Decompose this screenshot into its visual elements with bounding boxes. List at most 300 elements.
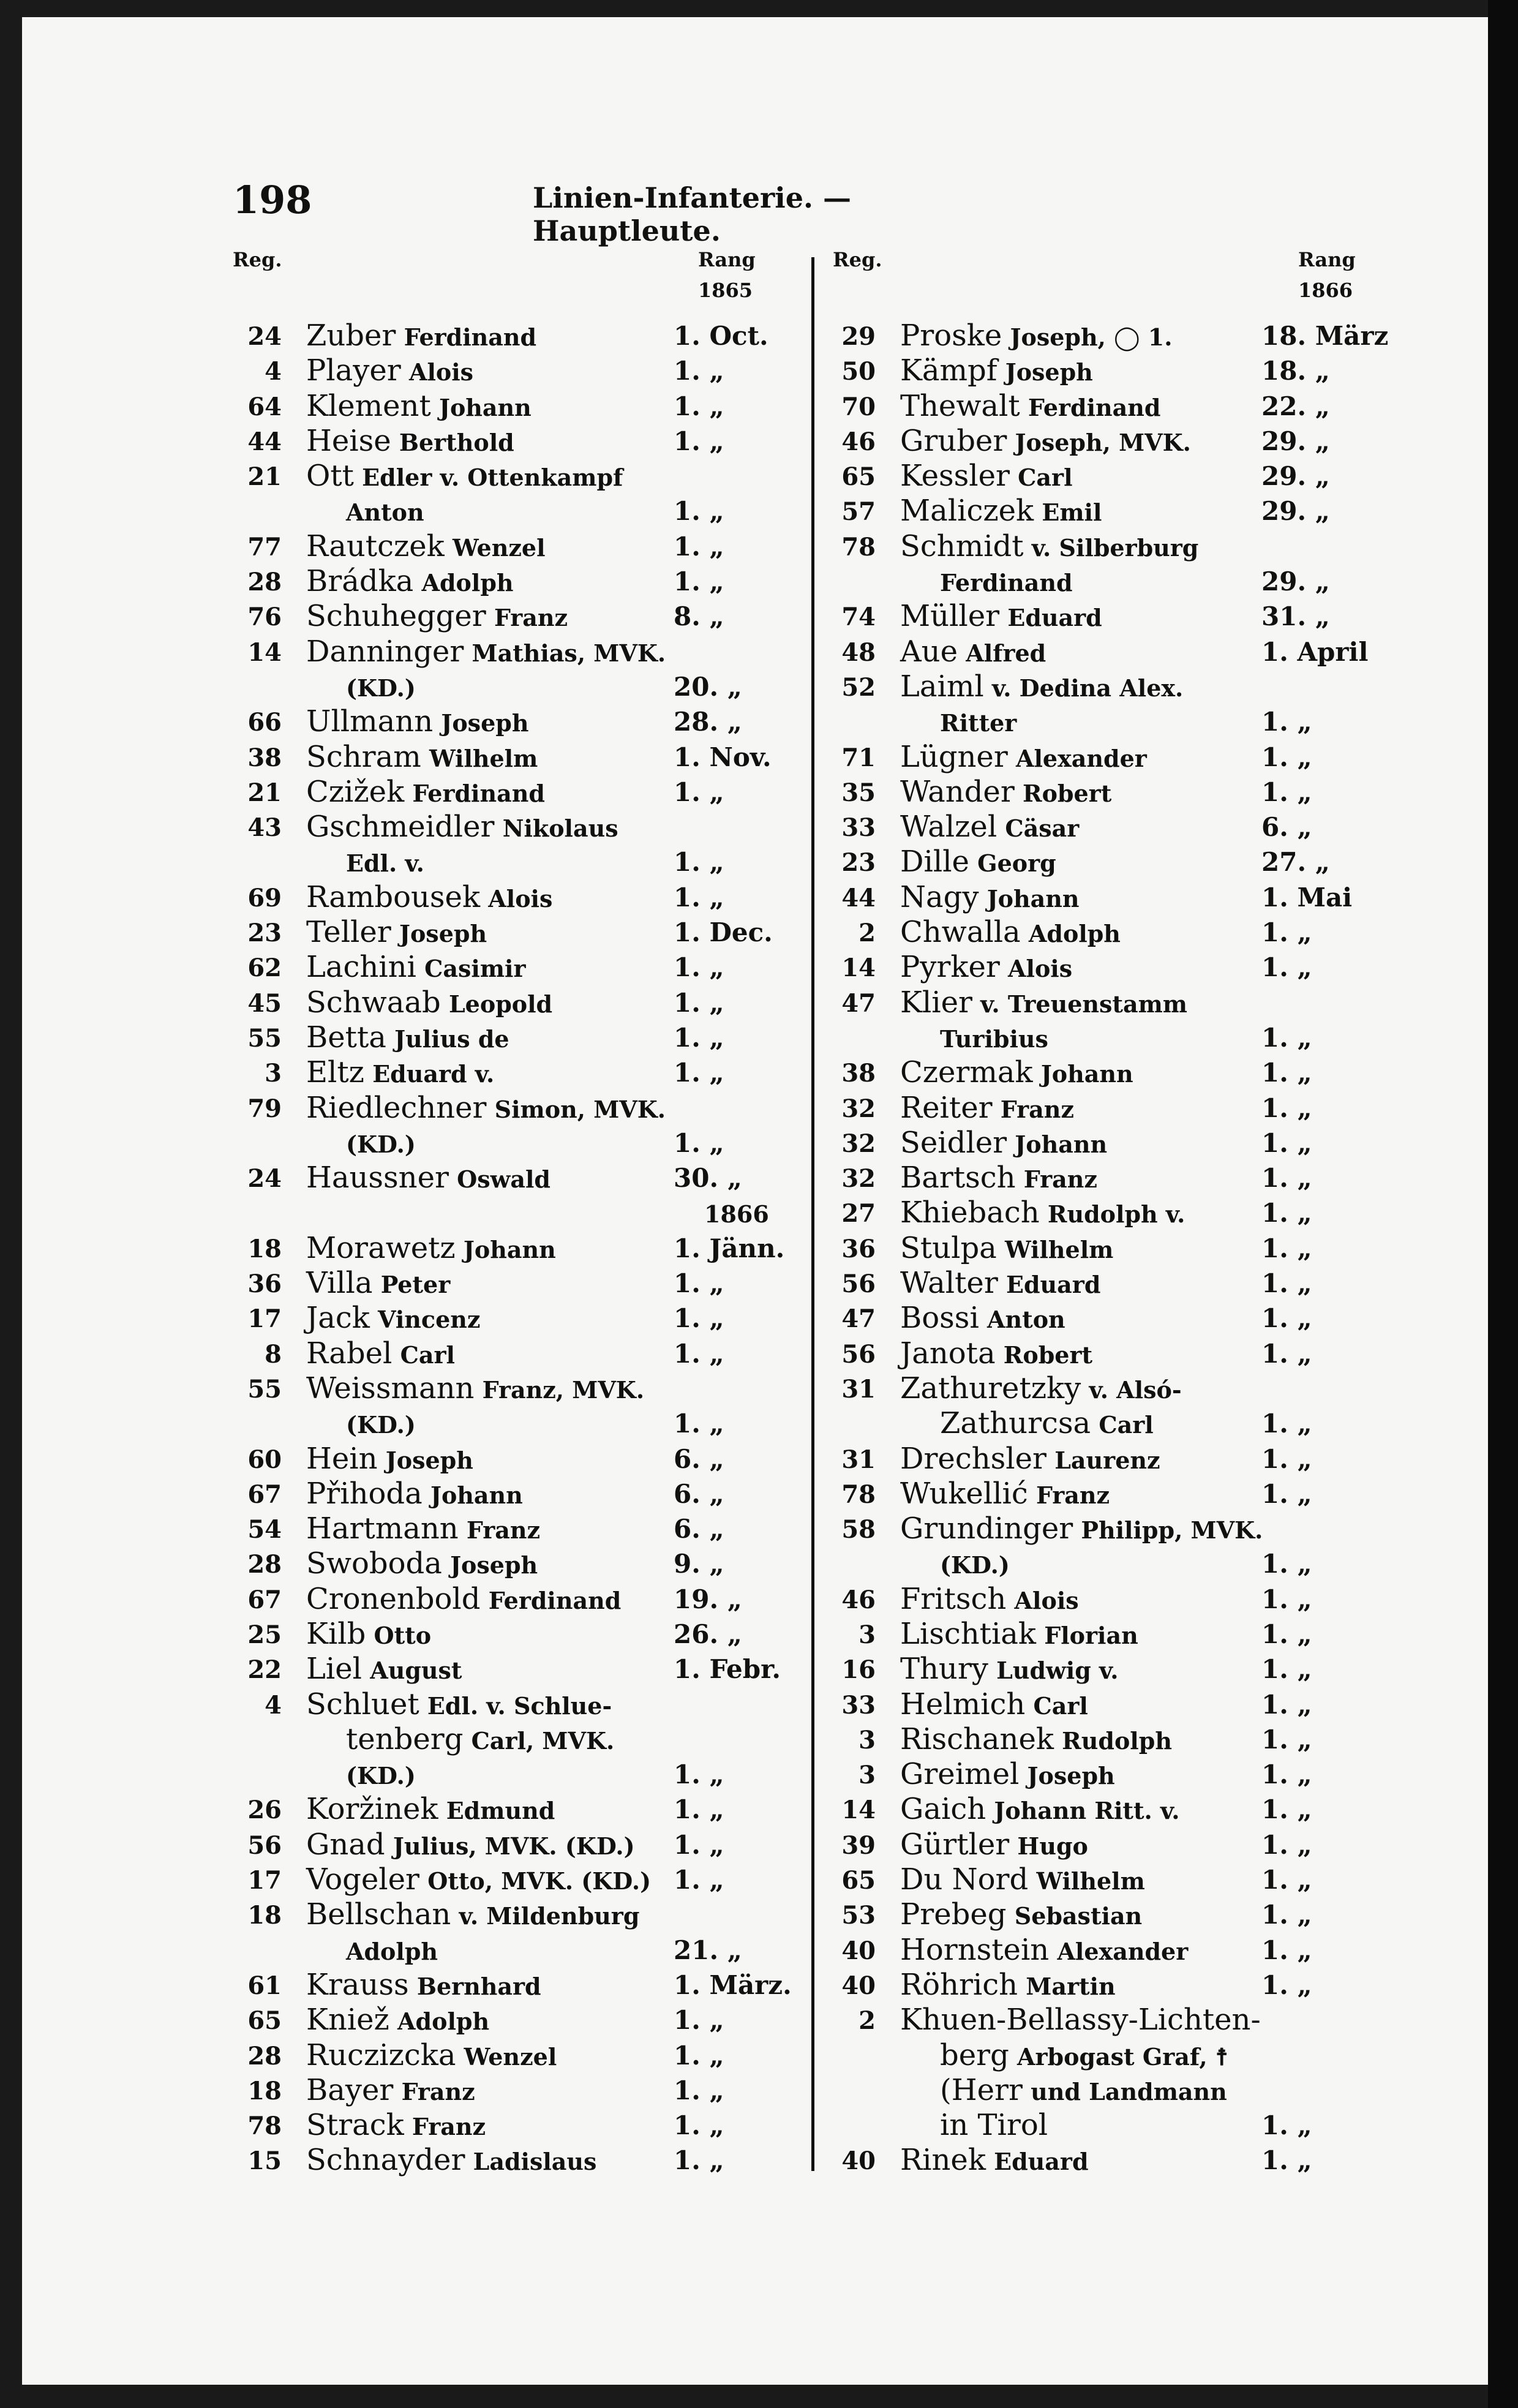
surname: Lachini bbox=[306, 950, 416, 985]
officer-name bbox=[900, 740, 1147, 774]
given-name: Edler v. Ottenkampf bbox=[353, 464, 623, 492]
list-entry bbox=[827, 1020, 1439, 1055]
officer-name bbox=[900, 950, 1072, 984]
right-rang-label: Rang bbox=[1298, 248, 1356, 271]
surname: Khiebach bbox=[900, 1195, 1040, 1230]
officer-name bbox=[306, 1091, 666, 1125]
given-name: Johann bbox=[430, 393, 532, 421]
given-name: Adolph bbox=[1020, 920, 1121, 948]
rank-date: 1. „ bbox=[1261, 1619, 1312, 1649]
rank-date: 1. „ bbox=[1261, 1829, 1312, 1860]
officer-name bbox=[900, 1161, 1097, 1195]
rank-date: 26. „ bbox=[674, 1619, 742, 1649]
list-entry bbox=[233, 1687, 802, 1722]
surname: Danninger bbox=[306, 634, 464, 669]
regiment-number: 2 bbox=[859, 919, 876, 948]
officer-name bbox=[900, 389, 1160, 423]
given-name: Alois bbox=[1006, 1586, 1079, 1614]
surname: Klier bbox=[900, 985, 972, 1020]
regiment-number: 25 bbox=[247, 1620, 282, 1649]
officer-name bbox=[900, 1231, 1113, 1265]
given-name: Alexander bbox=[1007, 744, 1147, 772]
officer-name bbox=[900, 1862, 1145, 1897]
given-name: Joseph bbox=[1019, 1762, 1115, 1790]
given-name: Julius, MVK. (KD.) bbox=[385, 1832, 635, 1860]
rank-date: 1. „ bbox=[1261, 1268, 1312, 1299]
officer-name bbox=[306, 1231, 556, 1265]
surname: Jack bbox=[306, 1301, 370, 1336]
list-entry bbox=[233, 1195, 802, 1230]
left-year: 1865 bbox=[698, 279, 753, 302]
surname: Eltz bbox=[306, 1055, 364, 1090]
regiment-number: 4 bbox=[265, 1690, 282, 1720]
list-entry bbox=[233, 1055, 802, 1090]
officer-name bbox=[940, 2073, 1227, 2107]
officer-name bbox=[900, 1757, 1115, 1791]
given-name: August bbox=[361, 1657, 462, 1685]
given-name: v. Dedina Alex. bbox=[983, 674, 1184, 702]
surname: Reiter bbox=[900, 1090, 993, 1125]
surname: Schnayder bbox=[306, 2143, 465, 2178]
given-name: Adolph bbox=[413, 569, 514, 597]
given-name: Franz bbox=[1015, 1165, 1097, 1194]
surname: Cronenbold bbox=[306, 1581, 481, 1616]
officer-name bbox=[900, 880, 1080, 914]
given-name: Simon, MVK. bbox=[486, 1095, 666, 1123]
rank-date: 1. „ bbox=[1261, 1338, 1312, 1369]
regiment-number: 14 bbox=[841, 1796, 876, 1825]
surname: Vogeler bbox=[306, 1862, 419, 1897]
list-entry bbox=[827, 1231, 1439, 1266]
list-entry bbox=[827, 915, 1439, 950]
regiment-number: 67 bbox=[247, 1480, 282, 1509]
given-name: Otto, MVK. (KD.) bbox=[419, 1867, 652, 1895]
officer-name bbox=[306, 915, 487, 949]
rank-date: 1. „ bbox=[1261, 1935, 1312, 1965]
officer-name bbox=[900, 1582, 1079, 1616]
list-entry bbox=[233, 915, 802, 950]
surname: Zuber bbox=[306, 318, 396, 353]
officer-name bbox=[900, 1722, 1172, 1756]
surname: Klement bbox=[306, 388, 431, 423]
rank-date: 29. „ bbox=[1261, 426, 1330, 456]
rank-date: 27. „ bbox=[1261, 847, 1330, 878]
list-entry bbox=[233, 2143, 802, 2178]
officer-name bbox=[900, 1652, 1119, 1686]
list-entry bbox=[233, 775, 802, 810]
given-name: v. Alsó- bbox=[1081, 1375, 1182, 1404]
given-name: Wilhelm bbox=[996, 1235, 1114, 1263]
rank-date: 1. April bbox=[1261, 636, 1369, 667]
list-entry bbox=[827, 1757, 1439, 1792]
right-year: 1866 bbox=[1298, 279, 1353, 302]
rank-date: 1. „ bbox=[674, 1303, 724, 1334]
rank-date: 1. „ bbox=[1261, 1549, 1312, 1579]
regiment-number: 44 bbox=[841, 883, 876, 912]
officer-name bbox=[346, 1126, 416, 1160]
officer-name bbox=[940, 564, 1073, 598]
surname: Weissmann bbox=[306, 1371, 475, 1405]
surname: Pyrker bbox=[900, 950, 1000, 985]
list-entry bbox=[233, 2073, 802, 2108]
given-name: Rudolph v. bbox=[1039, 1200, 1185, 1228]
rank-date: 31. „ bbox=[1261, 601, 1330, 632]
regiment-number: 8 bbox=[265, 1339, 282, 1369]
given-name: Joseph bbox=[377, 1446, 473, 1474]
surname: Bossi bbox=[900, 1301, 979, 1336]
given-name: (KD.) bbox=[346, 674, 416, 702]
regiment-number: 66 bbox=[247, 708, 282, 737]
surname: Helmich bbox=[900, 1687, 1026, 1721]
surname: Proske bbox=[900, 318, 1002, 353]
rank-date: 22. „ bbox=[1261, 391, 1330, 421]
surname: Morawetz bbox=[306, 1230, 456, 1265]
officer-name bbox=[900, 775, 1111, 809]
given-name: Ferdinand bbox=[404, 779, 545, 807]
rank-date: 1. „ bbox=[1261, 1865, 1312, 1895]
given-name: v. Silberburg bbox=[1023, 533, 1199, 562]
officer-name bbox=[900, 1442, 1160, 1476]
officer-name bbox=[306, 634, 666, 669]
rank-date: 1. „ bbox=[674, 566, 724, 597]
list-entry bbox=[233, 1442, 802, 1477]
surname: Ott bbox=[306, 459, 354, 494]
officer-name bbox=[306, 1652, 462, 1686]
regiment-number: 35 bbox=[841, 778, 876, 807]
list-entry bbox=[827, 1477, 1439, 1511]
surname: Dille bbox=[900, 845, 969, 879]
page-header bbox=[214, 178, 1023, 247]
given-name: Philipp, MVK. bbox=[1073, 1516, 1263, 1545]
surname: Přihoda bbox=[306, 1476, 423, 1511]
officer-name bbox=[306, 1266, 450, 1300]
officer-name bbox=[346, 669, 416, 704]
given-name: Mathias, MVK. bbox=[464, 639, 666, 667]
surname: Bellschan bbox=[306, 1897, 451, 1932]
regiment-number: 56 bbox=[841, 1339, 876, 1369]
list-entry bbox=[827, 845, 1439, 879]
list-entry bbox=[233, 564, 802, 599]
rank-date: 1. „ bbox=[1261, 1759, 1312, 1790]
rank-date: 30. „ bbox=[674, 1163, 742, 1194]
regiment-number: 71 bbox=[841, 743, 876, 772]
officer-name bbox=[306, 2038, 557, 2072]
rank-date: 1. „ bbox=[674, 882, 724, 912]
rank-date: 1. „ bbox=[674, 356, 724, 386]
given-name: Johann bbox=[979, 884, 1080, 912]
surname: Maliczek bbox=[900, 494, 1034, 529]
rank-date: 9. „ bbox=[674, 1549, 724, 1579]
regiment-number: 21 bbox=[247, 778, 282, 807]
surname: Khuen-Bellassy-Lichten- bbox=[900, 2003, 1261, 2037]
given-name: Johann Ritt. v. bbox=[986, 1797, 1180, 1825]
officer-name bbox=[306, 1617, 431, 1651]
list-entry bbox=[233, 1968, 802, 2003]
rank-date: 29. „ bbox=[1261, 566, 1330, 597]
surname: Schwaab bbox=[306, 985, 441, 1020]
rank-date: 1. Mai bbox=[1261, 882, 1353, 912]
rank-date: 1. Oct. bbox=[674, 321, 768, 351]
given-name: Carl bbox=[392, 1341, 455, 1369]
regiment-number: 36 bbox=[841, 1234, 876, 1263]
regiment-number: 18 bbox=[247, 2076, 282, 2105]
list-entry bbox=[233, 704, 802, 739]
regiment-number: 31 bbox=[841, 1445, 876, 1474]
rank-date: 1. Nov. bbox=[674, 742, 772, 772]
surname: Kessler bbox=[900, 459, 1010, 494]
rank-date: 1. „ bbox=[1261, 1233, 1312, 1263]
regiment-number: 32 bbox=[841, 1094, 876, 1123]
surname: Aue bbox=[900, 634, 958, 669]
rank-date: 18. März bbox=[1261, 321, 1389, 351]
given-name: Carl bbox=[1025, 1691, 1088, 1720]
given-name: Edl. v. bbox=[346, 849, 424, 878]
list-entry bbox=[827, 1792, 1439, 1827]
officer-name bbox=[346, 845, 424, 879]
list-entry bbox=[233, 845, 802, 879]
list-entry bbox=[233, 1477, 802, 1511]
officer-name bbox=[900, 1195, 1185, 1230]
rank-date: 1. „ bbox=[674, 2040, 724, 2071]
rank-date: 1. „ bbox=[1261, 1058, 1312, 1088]
list-entry bbox=[233, 424, 802, 459]
rank-date: 1. „ bbox=[1261, 1022, 1312, 1053]
rank-date: 1. „ bbox=[674, 531, 724, 562]
surname: Wander bbox=[900, 774, 1015, 809]
rank-date: 1. „ bbox=[674, 1865, 724, 1895]
rank-date: 1. „ bbox=[1261, 1724, 1312, 1755]
list-entry bbox=[233, 1652, 802, 1687]
regiment-number: 56 bbox=[247, 1830, 282, 1860]
regiment-number: 70 bbox=[841, 392, 876, 421]
rank-date: 1. „ bbox=[674, 2005, 724, 2036]
given-name: Ferdinand bbox=[480, 1586, 622, 1614]
regiment-number: 78 bbox=[841, 1480, 876, 1509]
page-edge bbox=[1488, 0, 1518, 2408]
surname: Walzel bbox=[900, 810, 998, 845]
officer-name bbox=[900, 1792, 1179, 1826]
rank-date: 1. „ bbox=[1261, 1794, 1312, 1825]
officer-name bbox=[940, 1020, 1048, 1055]
list-entry bbox=[233, 1126, 802, 1161]
given-name: und Landmann bbox=[1022, 2077, 1227, 2105]
rank-date: 1. März. bbox=[674, 1970, 792, 2000]
list-entry bbox=[233, 494, 802, 529]
officer-name bbox=[306, 1442, 473, 1476]
given-name: Martin bbox=[1018, 1972, 1116, 2000]
regiment-number: 31 bbox=[841, 1374, 876, 1404]
given-name: Edmund bbox=[438, 1797, 555, 1825]
given-name: Joseph bbox=[433, 709, 529, 737]
surname: Chwalla bbox=[900, 915, 1021, 950]
list-entry bbox=[233, 1546, 802, 1581]
surname: Ruczizcka bbox=[306, 2037, 456, 2072]
given-name: Johann bbox=[1007, 1130, 1108, 1158]
surname: Rinek bbox=[900, 2143, 986, 2178]
officer-name bbox=[306, 1020, 509, 1055]
list-entry bbox=[827, 529, 1439, 564]
regiment-number: 32 bbox=[841, 1164, 876, 1194]
given-name: Alexander bbox=[1049, 1937, 1189, 1965]
list-entry bbox=[827, 1336, 1439, 1371]
regiment-number: 40 bbox=[841, 1936, 876, 1965]
officer-name bbox=[306, 1477, 523, 1511]
regiment-number: 15 bbox=[247, 2147, 282, 2176]
given-name: (KD.) bbox=[346, 1130, 416, 1158]
regiment-number: 65 bbox=[841, 1866, 876, 1895]
list-entry bbox=[233, 1161, 802, 1195]
surname: Rambousek bbox=[306, 879, 481, 914]
officer-name bbox=[900, 529, 1198, 563]
rank-date: 1. „ bbox=[1261, 1409, 1312, 1439]
list-entry bbox=[233, 1617, 802, 1652]
surname: Heise bbox=[306, 423, 391, 458]
regiment-number: 61 bbox=[247, 1971, 282, 2000]
rank-date: 1. „ bbox=[1261, 707, 1312, 737]
list-entry bbox=[233, 459, 802, 494]
surname: Kämpf bbox=[900, 353, 998, 388]
regiment-number: 23 bbox=[247, 919, 282, 948]
surname: Wukellić bbox=[900, 1476, 1028, 1511]
surname: Zathuretzky bbox=[900, 1371, 1081, 1405]
rank-date: 1. Febr. bbox=[674, 1654, 781, 1685]
rank-date: 6. „ bbox=[674, 1514, 724, 1545]
regiment-number: 27 bbox=[841, 1199, 876, 1228]
regiment-number: 79 bbox=[247, 1094, 282, 1123]
regiment-number: 23 bbox=[841, 848, 876, 878]
regiment-number: 33 bbox=[841, 813, 876, 843]
list-entry bbox=[233, 740, 802, 775]
officer-name bbox=[346, 494, 424, 528]
regiment-number: 47 bbox=[841, 1304, 876, 1334]
officer-name bbox=[900, 1055, 1133, 1089]
rank-date: 1. „ bbox=[674, 2075, 724, 2105]
list-entry bbox=[827, 1617, 1439, 1652]
given-name: Carl, MVK. bbox=[463, 1726, 615, 1755]
regiment-number: 64 bbox=[247, 392, 282, 421]
officer-name bbox=[306, 2108, 486, 2142]
surname: Thewalt bbox=[900, 388, 1020, 423]
list-entry bbox=[827, 1511, 1439, 1546]
officer-name bbox=[306, 1827, 635, 1862]
regiment-number: 55 bbox=[247, 1023, 282, 1053]
list-entry bbox=[233, 389, 802, 424]
list-entry bbox=[233, 1862, 802, 1897]
regiment-number: 47 bbox=[841, 988, 876, 1018]
list-entry bbox=[827, 2003, 1439, 2037]
given-name: Joseph bbox=[997, 358, 1093, 386]
list-entry bbox=[233, 1020, 802, 1055]
officer-name bbox=[306, 2003, 489, 2037]
officer-name bbox=[306, 564, 514, 598]
list-entry bbox=[827, 1546, 1439, 1581]
rank-date: 1. „ bbox=[1261, 1900, 1312, 1930]
given-name: Adolph bbox=[389, 2007, 490, 2036]
surname: Lügner bbox=[900, 739, 1008, 774]
list-entry bbox=[827, 2143, 1439, 2178]
given-name: Adolph bbox=[346, 1937, 438, 1965]
given-name: Nikolaus bbox=[494, 815, 618, 843]
given-name: Johann bbox=[455, 1235, 556, 1263]
regiment-number: 53 bbox=[841, 1901, 876, 1930]
list-entry bbox=[827, 704, 1439, 739]
given-name: Alois bbox=[999, 955, 1073, 983]
list-entry bbox=[827, 669, 1439, 704]
rank-date: 1. „ bbox=[674, 1409, 724, 1439]
rank-date: 1. „ bbox=[674, 391, 724, 421]
given-name: Vincenz bbox=[369, 1306, 481, 1334]
given-name: Alois bbox=[400, 358, 474, 386]
rank-date: 28. „ bbox=[674, 707, 742, 737]
surname: Hornstein bbox=[900, 1932, 1050, 1967]
list-entry bbox=[233, 599, 802, 634]
list-entry bbox=[233, 1757, 802, 1792]
given-name: Leopold bbox=[440, 990, 553, 1018]
rank-date: 1. „ bbox=[674, 1022, 724, 1053]
surname: Hein bbox=[306, 1441, 378, 1476]
rank-date: 1. „ bbox=[1261, 1654, 1312, 1685]
surname: Strack bbox=[306, 2108, 404, 2143]
officer-name bbox=[306, 1336, 455, 1371]
given-name: Franz bbox=[1028, 1481, 1110, 1509]
given-name: Ludwig v. bbox=[988, 1657, 1119, 1685]
regiment-number: 69 bbox=[247, 883, 282, 912]
officer-name bbox=[306, 880, 552, 914]
regiment-number: 29 bbox=[841, 322, 876, 351]
list-entry bbox=[827, 634, 1439, 669]
given-name: Franz bbox=[404, 2113, 486, 2141]
officer-name bbox=[306, 459, 623, 493]
regiment-number: 52 bbox=[841, 672, 876, 702]
left-column bbox=[233, 318, 802, 2178]
officer-name bbox=[900, 1617, 1138, 1651]
list-entry bbox=[233, 1301, 802, 1336]
list-entry bbox=[827, 1722, 1439, 1757]
rank-date: 21. „ bbox=[674, 1935, 742, 1965]
officer-name bbox=[306, 1582, 621, 1616]
list-entry bbox=[233, 318, 802, 353]
rank-date: 1. „ bbox=[1261, 952, 1312, 983]
list-entry bbox=[233, 1231, 802, 1266]
rank-date: 1. „ bbox=[1261, 1584, 1312, 1614]
surname: Laiml bbox=[900, 669, 984, 704]
given-name: Oswald bbox=[448, 1165, 550, 1194]
officer-name bbox=[306, 1511, 540, 1546]
surname: Krauss bbox=[306, 1967, 409, 2002]
regiment-number: 50 bbox=[841, 357, 876, 386]
regiment-number: 48 bbox=[841, 638, 876, 667]
given-name: Arbogast Graf, ☨ bbox=[1009, 2042, 1228, 2071]
surname: Lischtiak bbox=[900, 1616, 1036, 1651]
given-name: Franz, MVK. bbox=[474, 1375, 645, 1404]
officer-name bbox=[306, 1792, 555, 1826]
surname: Riedlechner bbox=[306, 1090, 487, 1125]
list-entry bbox=[233, 1897, 802, 1932]
officer-name bbox=[900, 1371, 1182, 1405]
list-entry bbox=[827, 424, 1439, 459]
surname: Betta bbox=[306, 1020, 386, 1055]
year-marker: 1866 bbox=[704, 1200, 769, 1228]
list-entry bbox=[233, 1266, 802, 1301]
officer-name bbox=[306, 740, 538, 774]
surname: tenberg bbox=[346, 1721, 464, 1756]
regiment-number: 4 bbox=[265, 357, 282, 386]
regiment-number: 3 bbox=[859, 1761, 876, 1790]
regiment-number: 38 bbox=[841, 1059, 876, 1088]
surname: Ullmann bbox=[306, 704, 434, 739]
given-name: Casimir bbox=[416, 955, 526, 983]
given-name: Ferdinand bbox=[940, 569, 1073, 597]
